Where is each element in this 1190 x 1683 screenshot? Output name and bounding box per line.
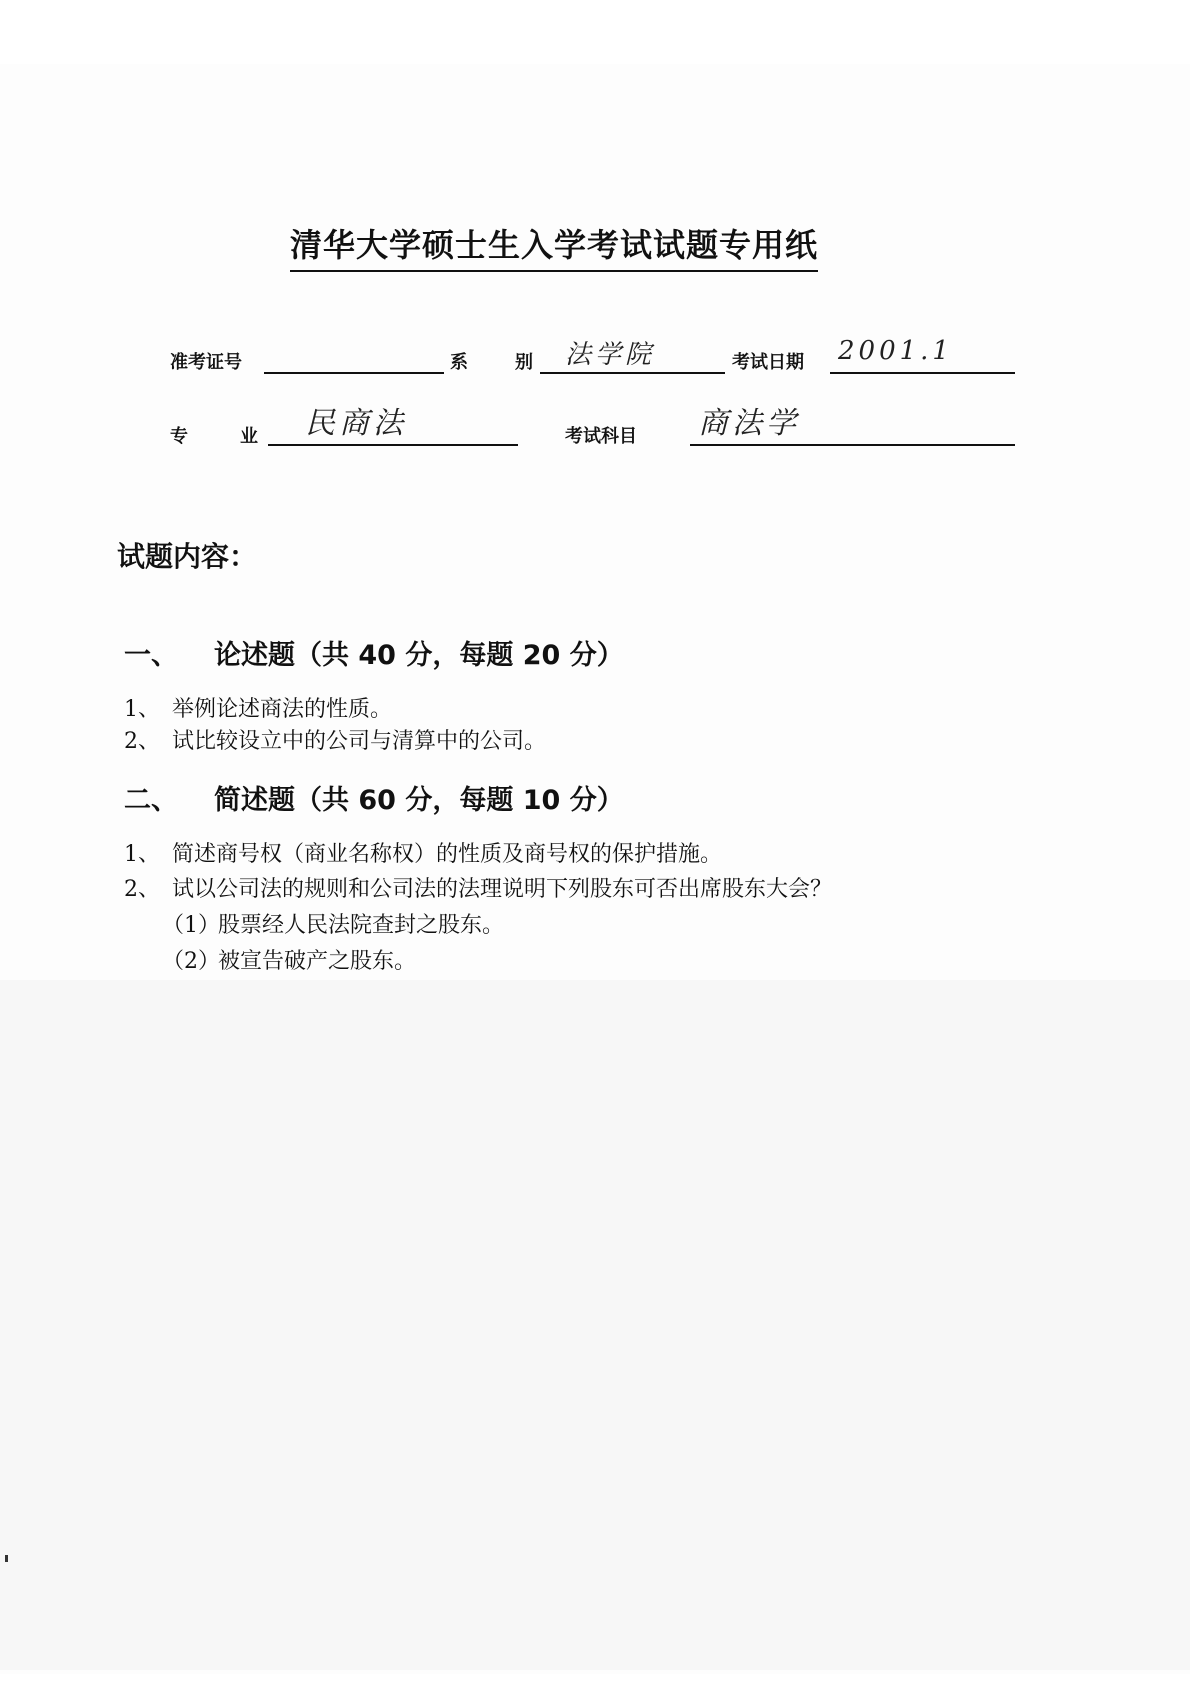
question-item: [124, 837, 722, 868]
section-heading-1: [124, 633, 624, 672]
section-title: 简述题（共 60 分，每题 10 分）: [214, 785, 624, 816]
subject-line: [690, 444, 1015, 446]
question-item: [124, 724, 546, 755]
major-label-1: 专: [170, 426, 188, 447]
exam-id-label: 准考证号: [170, 352, 242, 373]
exam-date-label: 考试日期: [732, 352, 804, 373]
department-label-2: 别: [515, 352, 533, 373]
sub-question-item: [162, 908, 504, 939]
question-text: 试比较设立中的公司与清算中的公司。: [172, 729, 547, 754]
question-number: 1、: [124, 697, 160, 722]
section-number: 一、: [124, 640, 178, 671]
question-number: 1、: [124, 842, 160, 867]
question-text: 简述商号权（商业名称权）的性质及商号权的保护措施。: [172, 842, 723, 867]
department-label-1: 系: [450, 352, 468, 373]
major-label-2: 业: [240, 426, 258, 447]
subject-label: 考试科目: [565, 426, 637, 447]
section-number: 二、: [124, 785, 178, 816]
content-heading: 试题内容：: [117, 540, 258, 573]
question-item: [124, 692, 392, 723]
major-line: [268, 444, 518, 446]
major-value: 民商法: [305, 406, 407, 441]
section-title: 论述题（共 40 分，每题 20 分）: [214, 640, 624, 671]
department-line: [540, 372, 725, 374]
scan-speck: [5, 1555, 8, 1562]
section-heading-2: [124, 778, 624, 817]
subject-value: 商法学: [698, 406, 800, 441]
sub-question-number: （2）: [162, 949, 220, 974]
question-item: [124, 872, 832, 903]
sub-question-text: 股票经人民法院查封之股东。: [218, 913, 505, 938]
exam-id-line: [264, 372, 444, 374]
blank-lower-area: [0, 980, 1190, 1670]
question-number: 2、: [124, 877, 160, 902]
sub-question-text: 被宣告破产之股东。: [218, 949, 417, 974]
page-title: 清华大学硕士生入学考试试题专用纸: [290, 220, 818, 272]
exam-date-line: [830, 372, 1015, 374]
exam-date-value: 2001.1: [838, 336, 953, 366]
question-text: 举例论述商法的性质。: [172, 697, 393, 722]
department-value: 法学院: [565, 340, 656, 370]
sub-question-item: [162, 944, 416, 975]
sub-question-number: （1）: [162, 913, 220, 938]
question-text: 试以公司法的规则和公司法的法理说明下列股东可否出席股东大会？: [172, 877, 833, 902]
question-number: 2、: [124, 729, 160, 754]
